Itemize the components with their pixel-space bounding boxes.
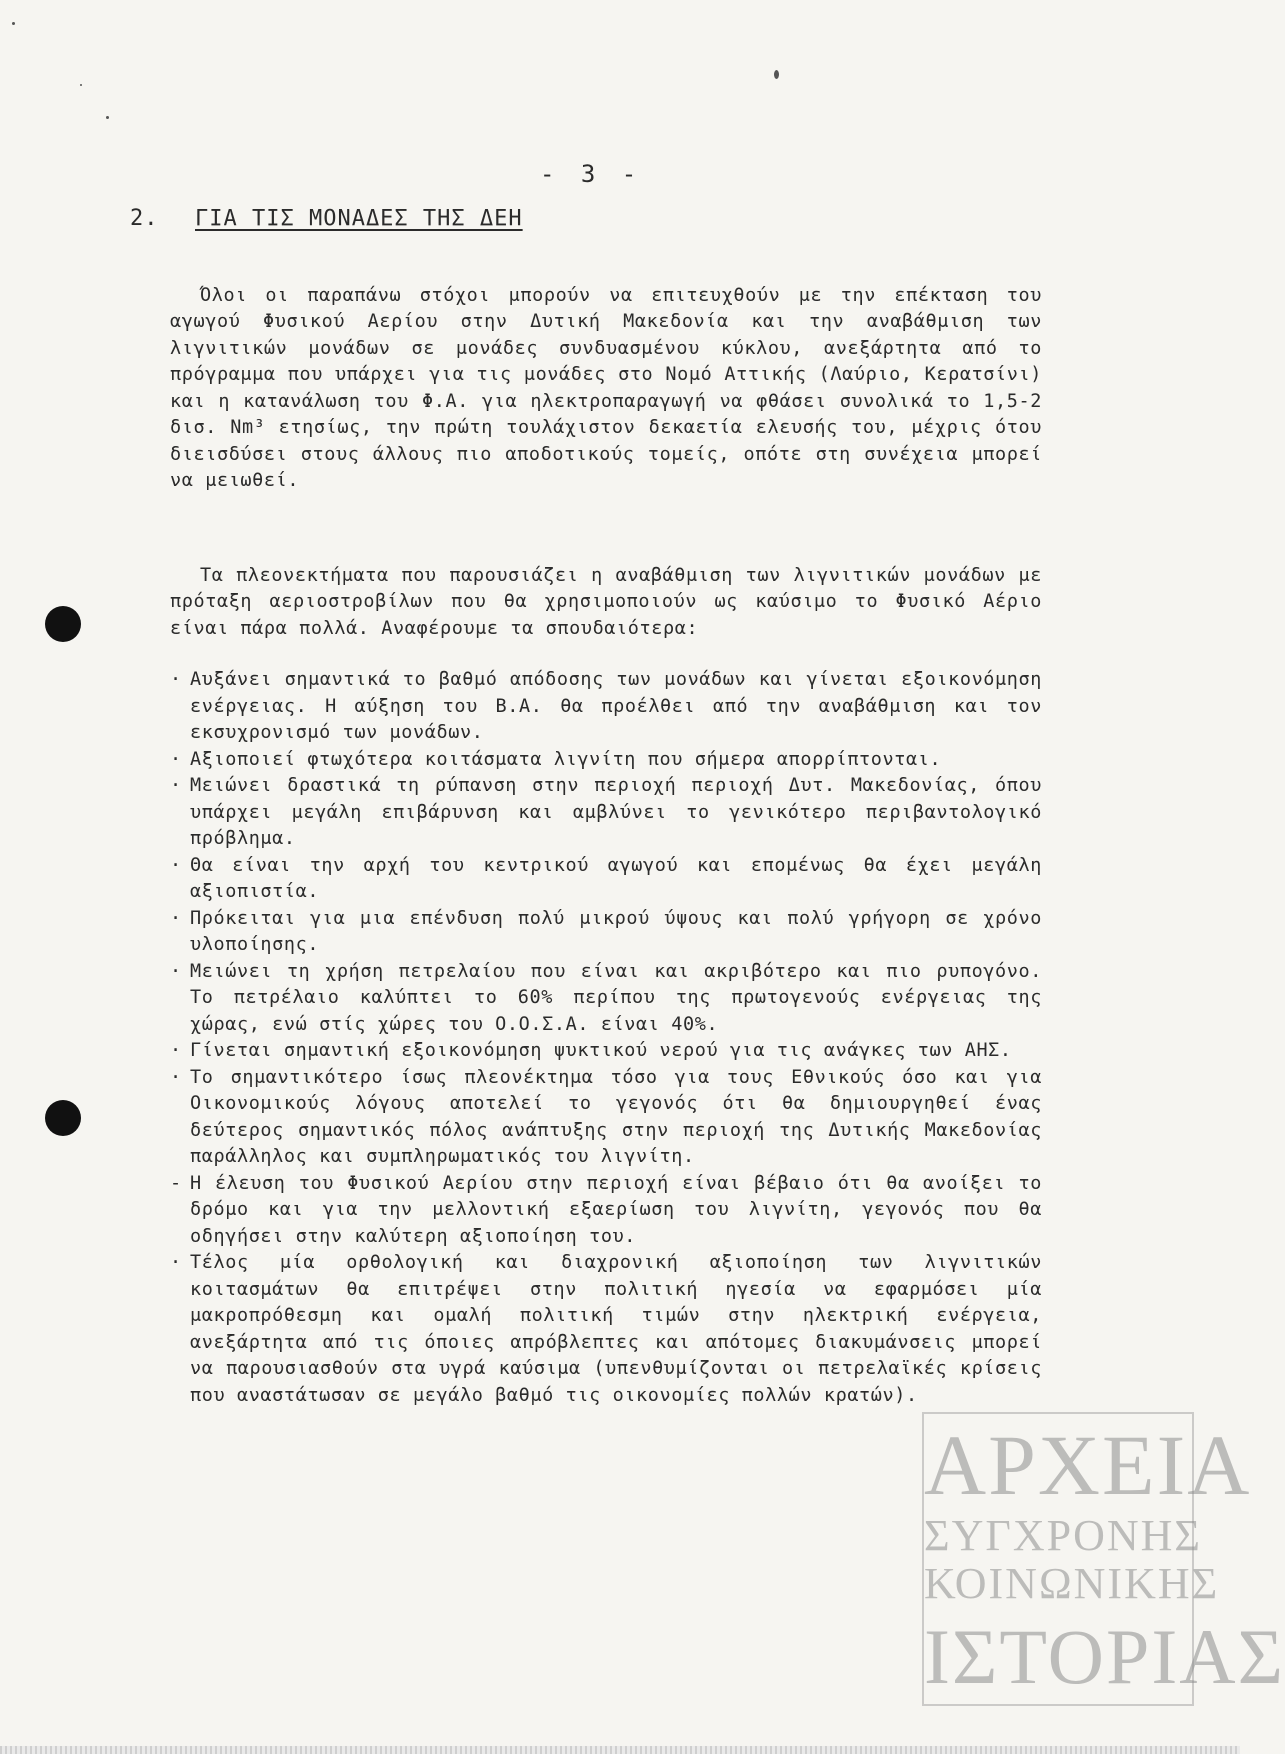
list-item: · Αυξάνει σημαντικά το βαθμό απόδοσης των μονάδων και γίνεται εξοικονόμηση ενέργειας. Η αύξηση του Β.Α. θα προέλθει από την αναβάθμιση και τον εκσυχρονισμό των μονάδων. <box>170 667 1042 747</box>
section-title: ΓΙΑ ΤΙΣ ΜΟΝΑΔΕΣ ΤΗΣ ΔΕΗ <box>195 206 523 231</box>
list-item: · Τέλος μία ορθολογική και διαχρονική αξιοποίηση των λιγνιτικών κοιτασμάτων θα επιτρέψει στην πολιτική ηγεσία να εφαρμόσει μία μακροπρόθεσμη και ομαλή πολιτική τιμών στην ηλεκτρική ενέργεια, ανεξάρτητα από τις όποιες απρόβλεπτες και απότομες διακυμάνσεις μπορεί να παρουσιασθούν στα υγρά καύσιμα (υπενθυμίζονται οι πετρελαϊκές κρίσεις που αναστάτωσαν σε μεγάλο βαθμό τις οικονομίες πολλών κρατών). <box>170 1250 1042 1409</box>
punch-hole-bottom <box>45 1100 81 1136</box>
archive-watermark <box>922 1412 1285 1706</box>
advantages-list <box>170 667 1042 1409</box>
page-number: - 3 - <box>540 160 643 188</box>
paragraph-advantages: Τα πλεονεκτήματα που παρουσιάζει η αναβάθμιση των λιγνιτικών μονάδων με πρόταξη αεριοστροβίλων που θα χρησιμοποιούν ως καύσιμο το Φυσικό Αέριο είναι πάρα πολλά. Αναφέρουμε τα σπουδαιότερα: <box>170 564 1042 639</box>
section-number: 2. <box>130 206 159 231</box>
scan-speck <box>12 22 15 25</box>
list-item: · Αξιοποιεί φτωχότερα κοιτάσματα λιγνίτη που σήμερα απορρίπτονται. <box>170 747 1042 774</box>
list-item: · Μειώνει τη χρήση πετρελαίου που είναι και ακριβότερο και πιο ρυπογόνο. Το πετρέλαιο καλύπτει το 60% περίπου της πρωτογενούς ενέργειας της χώρας, ενώ στίς χώρες του Ο.Ο.Σ.Α. είναι 40%. <box>170 959 1042 1039</box>
watermark-line: ΚΟΙΝΩΝΙΚΗΣ <box>924 1559 1220 1608</box>
watermark-line: ΣΥΓΧΡΟΝΗΣ <box>924 1511 1203 1560</box>
list-item: · Γίνεται σημαντική εξοικονόμηση ψυκτικού νερού για τις ανάγκες των ΑΗΣ. <box>170 1038 1042 1065</box>
scan-speck <box>106 116 109 119</box>
list-item: · Το σημαντικότερο ίσως πλεονέκτημα τόσο για τους Εθνικούς όσο και για Οικονομικούς λόγους αποτελεί το γεγονός ότι θα δημιουργηθεί ένας δεύτερος σημαντικός πόλος ανάπτυξης στην περιοχή της Δυτικής Μακεδονίας παράλληλος και συμπληρωματικός του λιγνίτη. <box>170 1065 1042 1171</box>
scan-speck <box>80 84 82 86</box>
list-item: · Θα είναι την αρχή του κεντρικού αγωγού και επομένως θα έχει μεγάλη αξιοπιστία. <box>170 853 1042 906</box>
scan-speck <box>774 70 779 79</box>
section-heading <box>130 206 523 231</box>
paragraph-intro: Όλοι οι παραπάνω στόχοι μπορούν να επιτευχθούν με την επέκταση του αγωγού Φυσικού Αερίου στην Δυτική Μακεδονία και την αναβάθμιση των λιγνιτικών μονάδων σε μονάδες συνδυασμένου κύκλου, ανεξάρτητα από το πρόγραμμα που υπάρχει για τις μονάδες στο Νομό Αττικής (Λαύριο, Κερατσίνι) και η κατανάλωση του Φ.Α. για ηλεκτροπαραγωγή να φθάσει συνολικά το 1,5-2 δισ. Nm³ ετησίως, την πρώτη τουλάχιστον δεκαετία ελευσής του, μέχρις ότου διεισδύσει στους άλλους πιο αποδοτικούς τομείς, οπότε στη συνέχεια μπορεί να μειωθεί. <box>170 284 1042 491</box>
scan-edge-strip <box>0 1746 1240 1754</box>
list-item: · Πρόκειται για μια επένδυση πολύ μικρού ύψους και πολύ γρήγορη σε χρόνο υλοποίησης. <box>170 906 1042 959</box>
list-item: - Η έλευση του Φυσικού Αερίου στην περιοχή είναι βέβαιο ότι θα ανοίξει το δρόμο και για την μελλοντική εξαερίωση του λιγνίτη, γεγονός που θα οδηγήσει στην καλύτερη αξιοποίηση του. <box>170 1171 1042 1251</box>
punch-hole-top <box>45 606 81 642</box>
list-item: · Μειώνει δραστικά τη ρύπανση στην περιοχή περιοχή Δυτ. Μακεδονίας, όπου υπάρχει μεγάλη επιβάρυνση και αμβλύνει το γενικότερο περιβαντολογικό πρόβλημα. <box>170 773 1042 853</box>
watermark-line: ΑΡΧΕΙΑ <box>924 1417 1252 1513</box>
watermark-line: ΙΣΤΟΡΙΑΣ <box>924 1613 1285 1700</box>
